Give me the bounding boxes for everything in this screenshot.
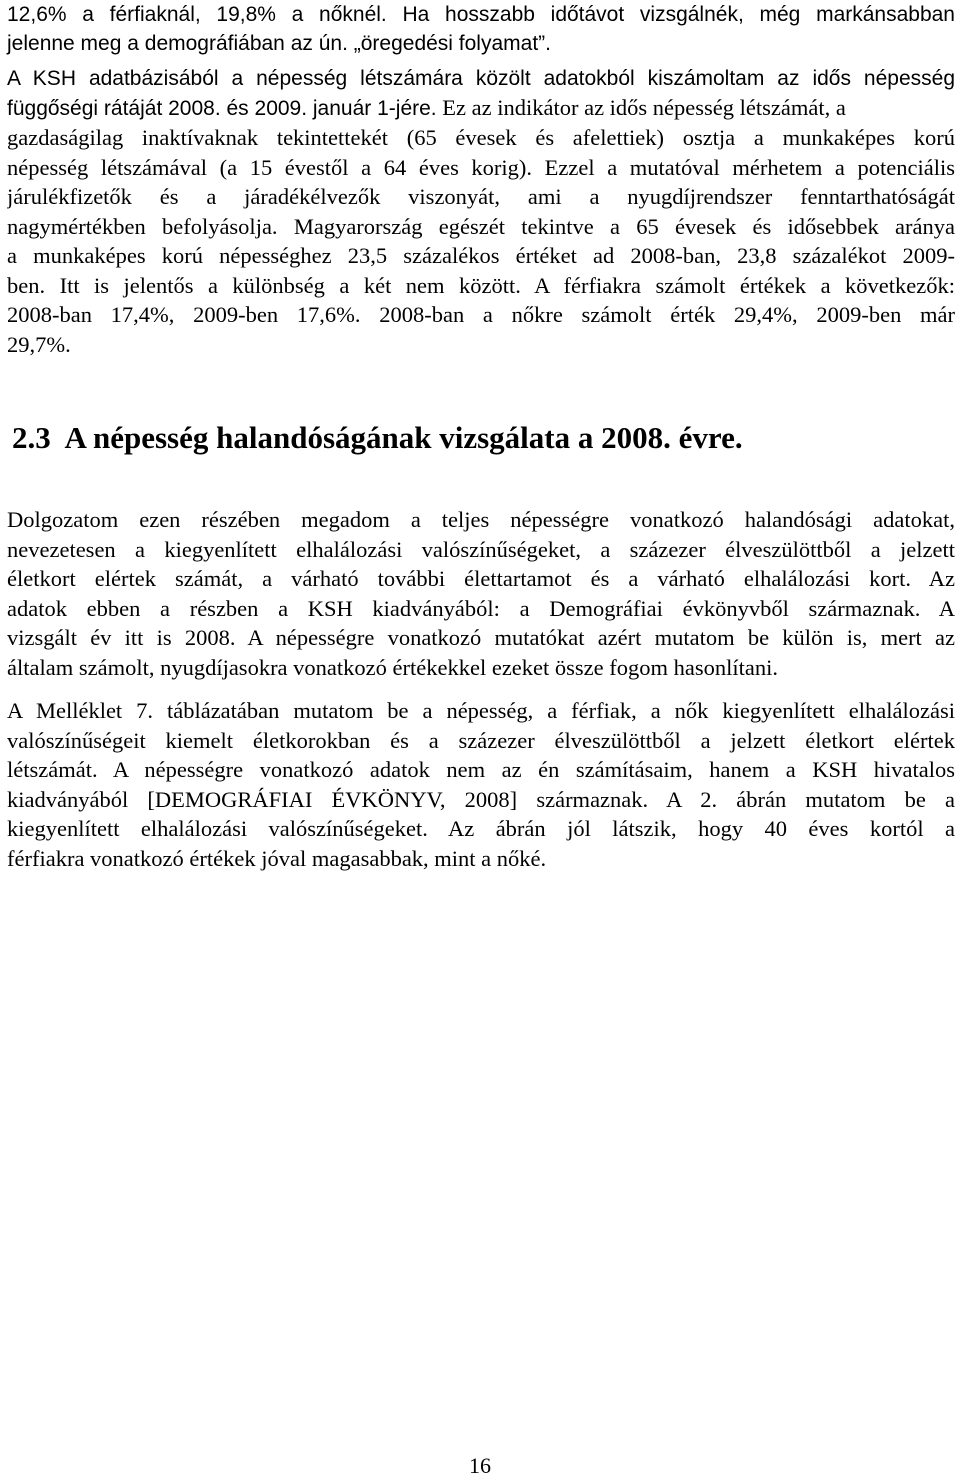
paragraph-line: járulékfizetők és a járadékélvezők viszonyát, ami a nyugdíjrendszer fenntarthatóságát bbox=[7, 184, 955, 209]
intro-line: 12,6% a férfiaknál, 19,8% a nőknél. Ha hosszabb időtávot vizsgálnék, még markánsabban bbox=[7, 3, 955, 26]
paragraph-1-sans bbox=[7, 64, 955, 123]
paragraph-line: férfiakra vonatkozó értékek jóval magasabbak, mint a nőké. bbox=[7, 845, 547, 871]
paragraph-line: nevezetesen a kiegyenlített elhalálozási valószínűségeket, a százezer élveszülöttből a jelzett bbox=[7, 536, 955, 562]
paragraph-line: A Melléklet 7. táblázatában mutatom be a népesség, a férfiak, a nők kiegyenlített elhalálozási bbox=[7, 698, 955, 723]
section-heading bbox=[7, 420, 743, 456]
paragraph-line: kiadványából [DEMOGRÁFIAI ÉVKÖNYV, 2008] származnak. A 2. ábrán mutatom be a bbox=[7, 786, 955, 812]
paragraph-1-serif bbox=[7, 123, 955, 359]
paragraph-line: Dolgozatom ezen részében megadom a teljes népességre vonatkozó halandósági adatokat, bbox=[7, 507, 955, 532]
paragraph-line: 2008-ban 17,4%, 2009-ben 17,6%. 2008-ban a nőkre számolt érték 29,4%, 2009-ben már bbox=[7, 302, 955, 327]
paragraph-line-sans-part: függőségi rátáját 2008. és 2009. január 1-jére. bbox=[7, 97, 437, 120]
paragraph-line: a munkaképes korú népességhez 23,5 százalékos értéket ad 2008-ban, 23,8 százalékot 2009- bbox=[7, 243, 955, 268]
paragraph-line: általam számolt, nyugdíjasokra vonatkozó értékekkel ezeket össze fogom hasonlítani. bbox=[7, 654, 778, 680]
paragraph-2 bbox=[7, 505, 955, 682]
paragraph-line-mixed bbox=[7, 93, 955, 123]
section-title: A népesség halandóságának vizsgálata a 2008. évre. bbox=[64, 420, 743, 455]
paragraph-line: 29,7%. bbox=[7, 331, 71, 357]
section-number: 2.3 bbox=[12, 420, 51, 455]
paragraph-line: életkort elértek számát, a várható további élettartamot és a várható elhalálozási kort. Az bbox=[7, 566, 955, 591]
paragraph-line: A KSH adatbázisából a népesség létszámára közölt adatokból kiszámoltam az idős népesség bbox=[7, 67, 955, 90]
page-number: 16 bbox=[469, 1453, 491, 1478]
paragraph-line: vizsgált év itt is 2008. A népességre vonatkozó mutatókat azért mutatom be külön is, mert az bbox=[7, 625, 955, 650]
paragraph-line-serif-part: Ez az indikátor az idős népesség létszámát, a bbox=[436, 95, 846, 120]
paragraph-line: kiegyenlített elhalálozási valószínűségeket. Az ábrán jól látszik, hogy 40 éves kortól a bbox=[7, 816, 955, 841]
paragraph-line: valószínűségeit kiemelt életkorokban és a százezer élveszülöttből a jelzett életkort elértek bbox=[7, 727, 955, 753]
paragraph-line: népesség létszámával (a 15 évestől a 64 éves korig). Ezzel a mutatóval mérhetem a potenciális bbox=[7, 154, 955, 180]
paragraph-line: nagymértékben befolyásolja. Magyarország egészét tekintve a 65 évesek és idősebbek aránya bbox=[7, 213, 955, 239]
paragraph-line: adatok ebben a részben a KSH kiadványából: a Demográfiai évkönyvből származnak. A bbox=[7, 595, 955, 621]
paragraph-3 bbox=[7, 696, 955, 873]
paragraph-line: ben. Itt is jelentős a különbség a két nem között. A férfiakra számolt értékek a következők: bbox=[7, 272, 955, 298]
intro-paragraph bbox=[7, 0, 955, 58]
paragraph-line: gazdaságilag inaktívaknak tekintettekét (65 évesek és afelettiek) osztja a munkaképes korú bbox=[7, 125, 955, 150]
intro-line: jelenne meg a demográfiában az ún. „öregedési folyamat”. bbox=[7, 32, 551, 55]
paragraph-line: létszámát. A népességre vonatkozó adatok nem az én számításaim, hanem a KSH hivatalos bbox=[7, 757, 955, 782]
